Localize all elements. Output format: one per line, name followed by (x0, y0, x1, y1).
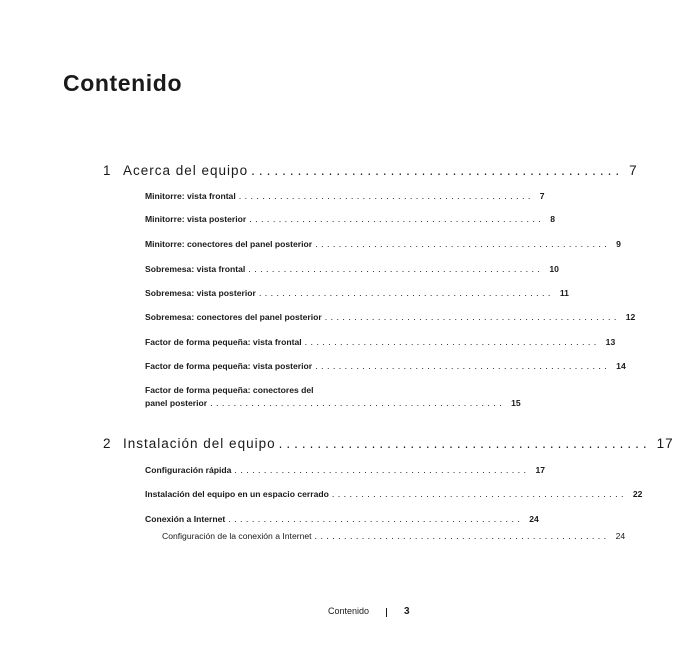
dot-leader: .................................................. (315, 361, 611, 371)
chapter-title: Instalación del equipo (123, 436, 276, 451)
toc-section[interactable] (145, 514, 539, 524)
section-title: Configuración rápida (145, 465, 232, 475)
section-title: Sobremesa: vista posterior (145, 288, 256, 298)
section-page: 22 (632, 489, 643, 499)
section-page: 10 (549, 264, 559, 274)
toc-section[interactable] (145, 337, 616, 347)
chapter-page: 17 (656, 436, 674, 451)
section-page: 13 (605, 337, 616, 347)
dot-leader: .................................................. (315, 239, 611, 249)
toc-section[interactable] (145, 239, 621, 249)
section-title-line2: panel posterior (145, 398, 208, 408)
toc-section[interactable] (145, 489, 643, 499)
section-title: Minitorre: vista posterior (145, 214, 247, 224)
footer-label: Contenido (327, 606, 369, 616)
section-title: Instalación del equipo en un espacio cerrado (145, 489, 329, 499)
section-page: 24 (529, 514, 539, 524)
dot-leader: .................................................. (234, 465, 530, 475)
subsection-title: Configuración de la conexión a Internet (162, 531, 312, 541)
section-page: 14 (616, 361, 626, 371)
toc-chapter[interactable] (103, 163, 638, 178)
section-title: Conexión a Internet (145, 514, 226, 524)
section-page: 12 (625, 312, 636, 322)
toc-section[interactable] (145, 214, 556, 224)
footer-page-number: 3 (404, 606, 410, 617)
dot-leader: .................................................. (248, 264, 544, 274)
dot-leader: .................................................. (258, 288, 554, 298)
toc-section[interactable] (145, 385, 521, 408)
section-title: Factor de forma pequeña: vista frontal (145, 337, 302, 347)
dot-leader: .................................................. (331, 489, 627, 499)
dot-leader: ................................................ (251, 163, 624, 178)
section-title: Minitorre: conectores del panel posterior (145, 239, 313, 249)
section-title: Factor de forma pequeña: vista posterior (145, 361, 313, 371)
chapter-title: Acerca del equipo (123, 163, 249, 178)
section-title: Sobremesa: conectores del panel posterior (145, 312, 322, 322)
toc-subsection[interactable] (162, 531, 626, 541)
section-page: 15 (511, 398, 521, 408)
dot-leader: .................................................. (324, 312, 620, 322)
section-title: Minitorre: vista frontal (145, 191, 236, 201)
footer-divider (386, 608, 387, 617)
toc-section[interactable] (145, 361, 626, 371)
toc-section[interactable] (145, 312, 636, 322)
section-page: 17 (535, 465, 546, 475)
dot-leader: .................................................. (304, 337, 600, 347)
dot-leader: .................................................. (238, 191, 534, 201)
section-page: 8 (550, 214, 556, 224)
toc-section[interactable] (145, 288, 569, 298)
page-title: Contenido (63, 70, 183, 96)
section-page: 9 (616, 239, 621, 249)
dot-leader: .................................................. (228, 514, 524, 524)
dot-leader: .................................................. (210, 398, 506, 408)
section-page: 7 (539, 191, 545, 201)
dot-leader: .................................................. (314, 531, 610, 541)
chapter-number: 2 (103, 436, 112, 451)
dot-leader: ................................................ (278, 436, 651, 451)
section-title: Sobremesa: vista frontal (145, 264, 246, 274)
dot-leader: .................................................. (249, 214, 545, 224)
chapter-number: 1 (103, 163, 112, 178)
chapter-page: 7 (629, 163, 638, 178)
toc-section[interactable] (145, 264, 559, 274)
toc-chapter[interactable] (103, 436, 674, 451)
subsection-page: 24 (615, 531, 626, 541)
section-title-line1: Factor de forma pequeña: conectores del (145, 385, 314, 395)
section-page: 11 (559, 288, 569, 298)
toc-section[interactable] (145, 191, 545, 201)
toc-section[interactable] (145, 465, 546, 475)
